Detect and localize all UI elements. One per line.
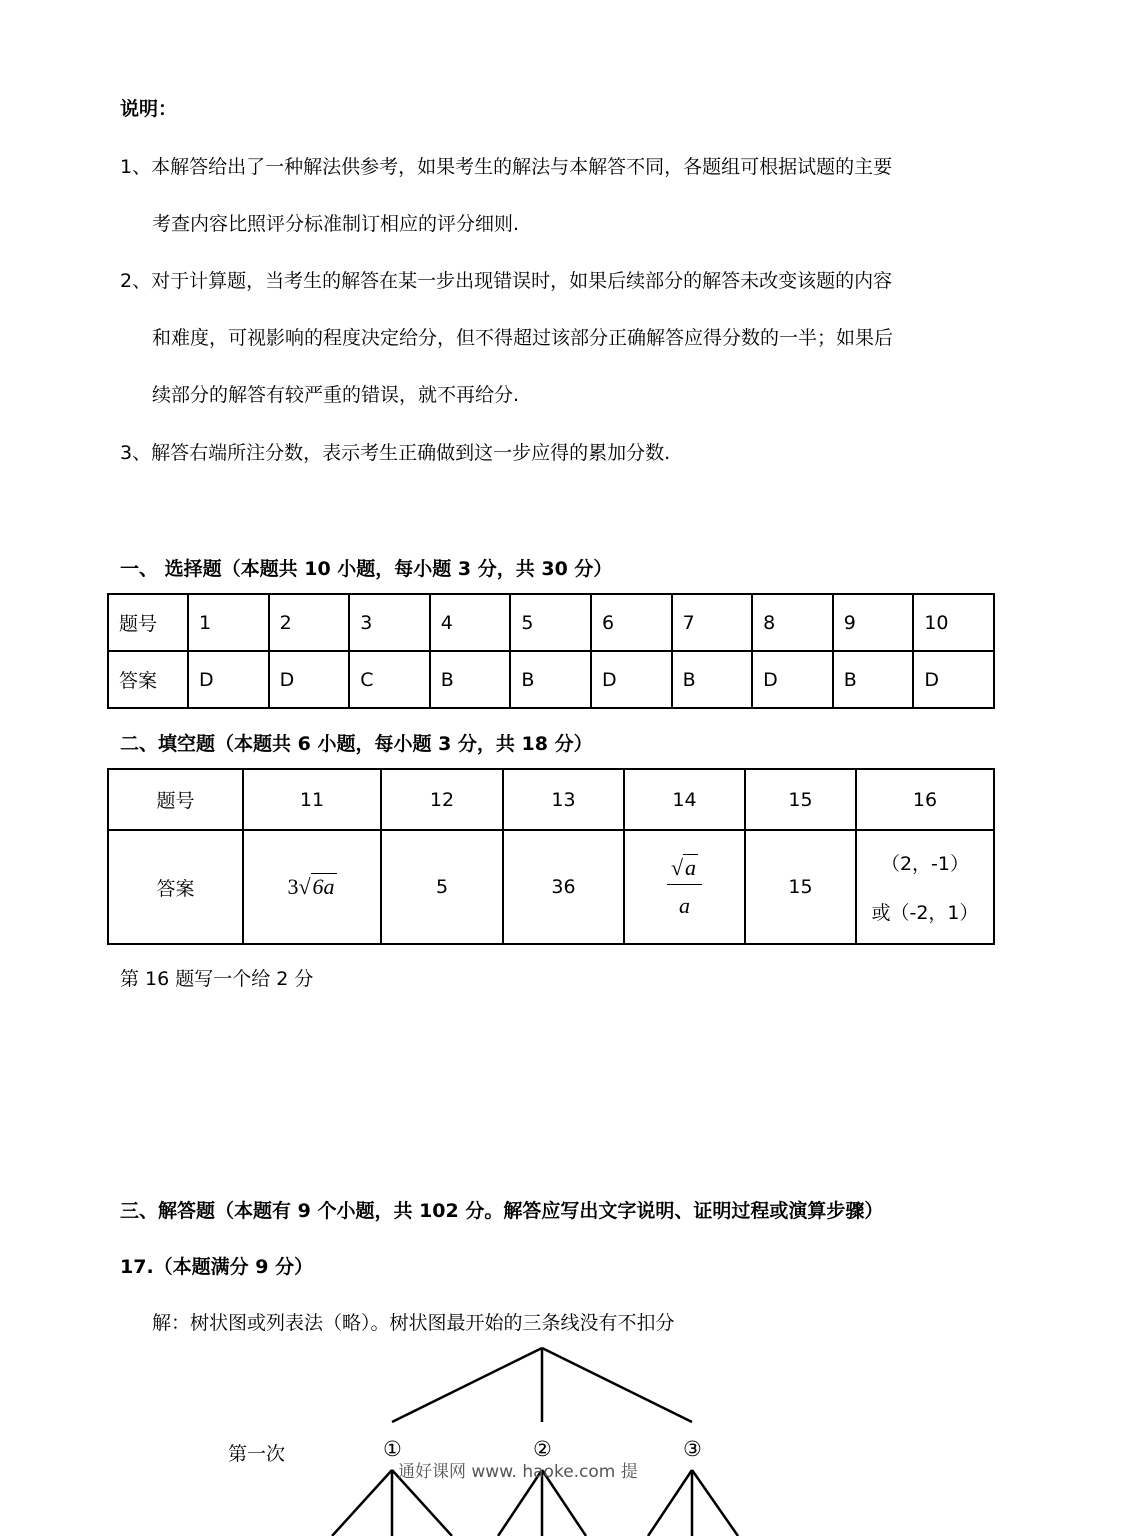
- answer-16-line-1: （2，-1）: [880, 853, 970, 875]
- answer-cell: B: [430, 651, 511, 708]
- question-number: 3: [349, 594, 430, 651]
- section1-heading: 一、 选择题（本题共 10 小题，每小题 3 分，共 30 分）: [120, 558, 613, 580]
- question-number: 6: [591, 594, 672, 651]
- watermark: 通好课网 www. haoke.com 提: [398, 1462, 638, 1482]
- answer-cell: D: [591, 651, 672, 708]
- coefficient: 3: [287, 874, 299, 899]
- radical-sign: √: [298, 874, 311, 899]
- answer-cell: D: [752, 651, 833, 708]
- note-3-line-1: 3、解答右端所注分数，表示考生正确做到这一步应得的累加分数.: [120, 442, 671, 464]
- question-number: 10: [913, 594, 994, 651]
- question-number: 13: [503, 769, 624, 830]
- section3-heading: 三、解答题（本题有 9 个小题，共 102 分。解答应写出文字说明、证明过程或演算步骤）: [120, 1200, 884, 1222]
- question-number: 8: [752, 594, 833, 651]
- question-17-heading: 17.（本题满分 9 分）: [120, 1256, 314, 1278]
- answer-cell: B: [510, 651, 591, 708]
- notes-title: 说明：: [120, 98, 178, 120]
- note-2-line-2: 和难度，可视影响的程度决定给分，但不得超过该部分正确解答应得分数的一半；如果后: [152, 327, 894, 349]
- row-label-answer: 答案: [108, 830, 243, 944]
- question-number: 15: [745, 769, 856, 830]
- question-number: 9: [833, 594, 914, 651]
- tree-branch: [332, 1470, 392, 1536]
- tree-node-2: ②: [533, 1437, 552, 1461]
- answer-cell: C: [349, 651, 430, 708]
- question-number: 16: [856, 769, 994, 830]
- question-number: 4: [430, 594, 511, 651]
- tree-node-1: ①: [383, 1437, 402, 1461]
- note-1-line-1: 1、本解答给出了一种解法供参考，如果考生的解法与本解答不同，各题组可根据试题的主要: [120, 156, 893, 178]
- answer-16-line-2: 或（-2，1）: [871, 902, 979, 924]
- question-number: 11: [243, 769, 381, 830]
- answer-cell: B: [672, 651, 753, 708]
- question-number: 7: [672, 594, 753, 651]
- answer-cell: D: [913, 651, 994, 708]
- section2-heading: 二、填空题（本题共 6 小题，每小题 3 分，共 18 分）: [120, 733, 593, 755]
- answer-cell: B: [833, 651, 914, 708]
- tree-level-label: 第一次: [228, 1443, 286, 1465]
- question-17-solution: 解：树状图或列表法（略）。树状图最开始的三条线没有不扣分: [152, 1312, 675, 1334]
- radical-sign: √: [670, 855, 684, 880]
- answer-cell-12: 5: [381, 830, 503, 944]
- tree-branch: [692, 1470, 738, 1536]
- answer-cell-13: 36: [503, 830, 624, 944]
- radicand: a: [685, 855, 697, 880]
- question-number: 2: [269, 594, 350, 651]
- tree-branch: [392, 1348, 542, 1422]
- radicand: 6a: [312, 874, 335, 899]
- note-2-line-3: 续部分的解答有较严重的错误，就不再给分.: [152, 384, 520, 406]
- tree-branch: [648, 1470, 692, 1536]
- denominator: a: [678, 893, 690, 918]
- answer-cell-15: 15: [745, 830, 856, 944]
- question-16-note: 第 16 题写一个给 2 分: [120, 968, 314, 990]
- question-number: 1: [188, 594, 269, 651]
- row-label-question: 题号: [108, 594, 188, 651]
- question-number: 12: [381, 769, 503, 830]
- row-label-question: 题号: [108, 769, 243, 830]
- question-number: 14: [624, 769, 745, 830]
- note-2-line-1: 2、对于计算题，当考生的解答在某一步出现错误时，如果后续部分的解答未改变该题的内容: [120, 270, 893, 292]
- tree-node-3: ③: [683, 1437, 702, 1461]
- question-number: 5: [510, 594, 591, 651]
- note-1-line-2: 考查内容比照评分标准制订相应的评分细则.: [152, 213, 520, 235]
- answer-cell: D: [269, 651, 350, 708]
- row-label-answer: 答案: [108, 651, 188, 708]
- answer-cell: D: [188, 651, 269, 708]
- tree-branch: [542, 1348, 692, 1422]
